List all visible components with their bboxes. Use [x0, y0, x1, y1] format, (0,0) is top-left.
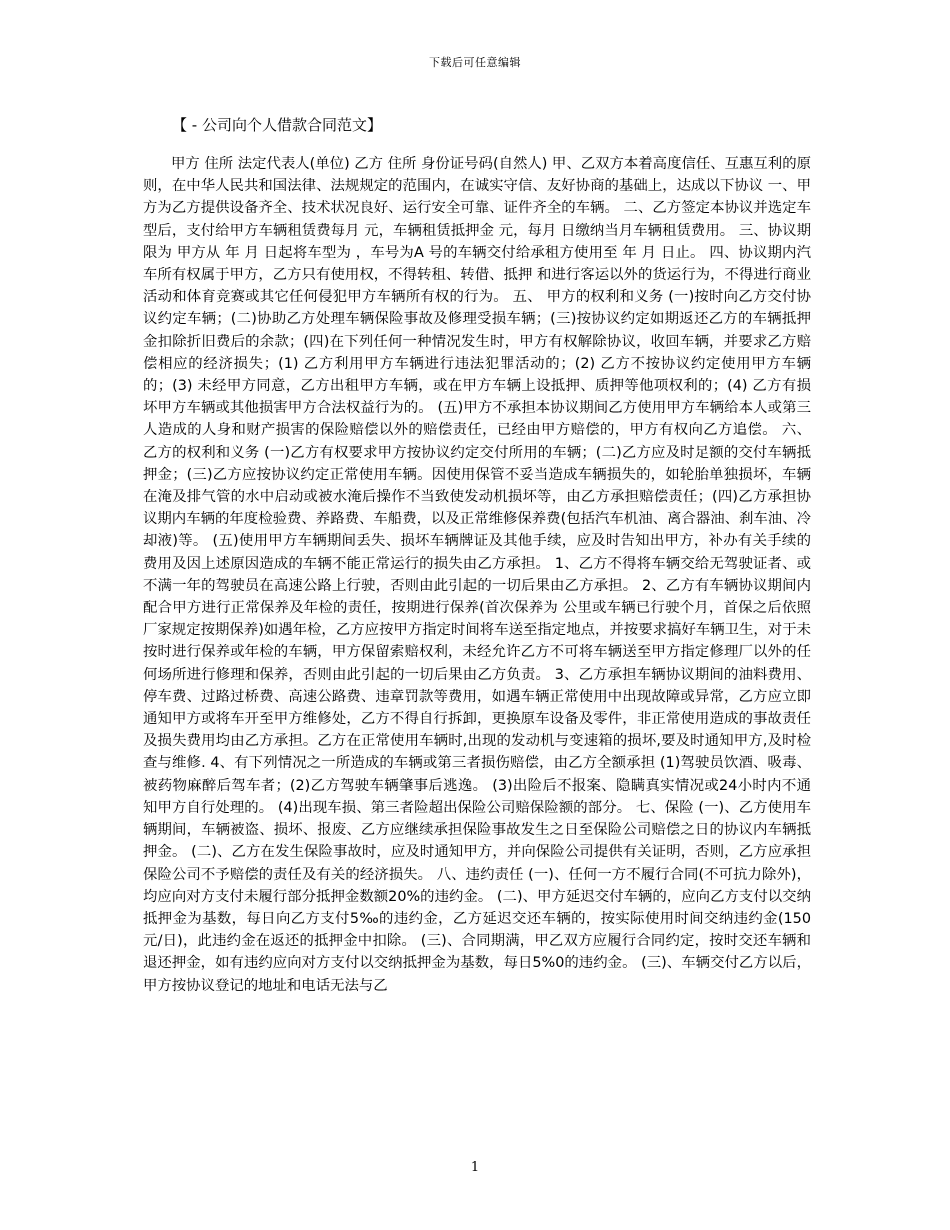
document-body: 甲方 住所 法定代表人(单位) 乙方 住所 身份证号码(自然人) 甲、乙双方本着高度信任、互惠互利的原则，在中华人民共和国法律、法规规定的范围内，在诚实守信、友好协商的基础上，达成以下协议 一、甲方为乙方提供设备齐全、技术状况良好、运行安全可靠、证件齐全的车辆。 二、乙方签定本协议并选定车型后，支付给甲方车辆租赁费每月 元，车辆租赁抵押金 元，每月 日缴纳当月车辆租赁费用。 三、协议期限为 甲方从 年 月 日起将车型为 ，车号为A 号的车辆交付给承租方使用至 年 月 日止。 四、协议期内汽车所有权属于甲方，乙方只有使用权，不得转租、转借、抵押 和进行客运以外的货运行为，不得进行商业活动和体育竞赛或其它任何侵犯甲方车辆所有权的行为。 五、 甲方的权利和义务 (一)按时向乙方交付协议约定车辆；(二)协助乙方处理车辆保险事故及修理受损车辆；(三)按协议约定如期返还乙方的车辆抵押金扣除折旧费后的余款；(四)在下列任何一种情况发生时，甲方有权解除协议，收回车辆，并要求乙方赔偿相应的经济损失；(1) 乙方利用甲方车辆进行违法犯罪活动的；(2) 乙方不按协议约定使用甲方车辆的；(3) 未经甲方同意，乙方出租甲方车辆，或在甲方车辆上设抵押、质押等他项权利的；(4) 乙方有损坏甲方车辆或其他损害甲方合法权益行为的。 (五)甲方不承担本协议期间乙方使用甲方车辆给本人或第三人造成的人身和财产损害的保险赔偿以外的赔偿责任，已经由甲方赔偿的，甲方有权向乙方追偿。 六、 乙方的权利和义务 (一)乙方有权要求甲方按协议约定交付所用的车辆；(二)乙方应及时足额的交付车辆抵押金；(三)乙方应按协议约定正常使用车辆。因使用保管不妥当造成车辆损失的，如轮胎单独损坏，车辆在淹及排气管的水中启动或被水淹后操作不当致使发动机损坏等，由乙方承担赔偿责任；(四)乙方承担协议期内车辆的年度检验费、养路费、车船费，以及正常维修保养费(包括汽车机油、离合器油、刹车油、冷却液)等。 (五)使用甲方车辆期间丢失、损坏车辆牌证及其他手续，应及时告知出甲方，补办有关手续的费用及因上述原因造成的车辆不能正常运行的损失由乙方承担。 1、乙方不得将车辆交给无驾驶证者、或不满一年的驾驶员在高速公路上行驶，否则由此引起的一切后果由乙方承担。 2、乙方有车辆协议期间内配合甲方进行正常保养及年检的责任，按期进行保养(首次保养为 公里或车辆已行驶个月，首保之后依照厂家规定按期保养)如遇年检，乙方应按甲方指定时间将车送至指定地点，并按要求搞好车辆卫生，对于未按时进行保养或年检的车辆，甲方保留索赔权利，未经允许乙方不可将车辆送至甲方指定修理厂以外的任何场所进行修理和保养，否则由此引起的一切后果由乙方负责。 3、乙方承担车辆协议期间的油料费用、停车费、过路过桥费、高速公路费、违章罚款等费用，如遇车辆正常使用中出现故障或异常，乙方应立即通知甲方或将车开至甲方维修处，乙方不得自行拆卸，更换原车设备及零件，非正常使用造成的事故责任及损失费用均由乙方承担。乙方在正常使用车辆时,出现的发动机与变速箱的损坏,要及时通知甲方,及时检查与维修. 4、有下列情况之一所造成的车辆或第三者损伤赔偿，由乙方全额承担 (1)驾驶员饮酒、吸毒、被药物麻醉后驾车者；(2)乙方驾驶车辆肇事后逃逸。 (3)出险后不报案、隐瞒真实情况或24小时内不通知甲方自行处理的。 (4)出现车损、第三者险超出保险公司赔保险额的部分。 七、保险 (一)、乙方使用车辆期间，车辆被盗、损坏、报废、乙方应继续承担保险事故发生之日至保险公司赔偿之日的协议内车辆抵押金。 (二)、乙方在发生保险事故时，应及时通知甲方，并向保险公司提供有关证明，否则，乙方应承担保险公司不予赔偿的责任及有关的经济损失。 八、违约责任 (一)、任何一方不履行合同(不可抗力除外)，均应向对方支付未履行部分抵押金数额20%的违约金。 (二)、甲方延迟交付车辆的，应向乙方支付以交纳抵押金为基数，每日向乙方支付5‰的违约金，乙方延迟交还车辆的，按实际使用时间交纳违约金(150元/日)，此违约金在返还的抵押金中扣除。 (三)、合同期满，甲乙双方应履行合同约定，按时交还车辆和退还押金，如有违约应向对方支付以交纳抵押金为基数，每日5%0的违约金。 (三)、车辆交付乙方以后，甲方按协议登记的地址和电话无法与乙	[143, 156, 811, 994]
page-number: 1	[470, 1160, 480, 1175]
document-title: 【 - 公司向个人借款合同范文】	[172, 116, 382, 134]
page-header: 下载后可任意编辑	[429, 56, 521, 69]
